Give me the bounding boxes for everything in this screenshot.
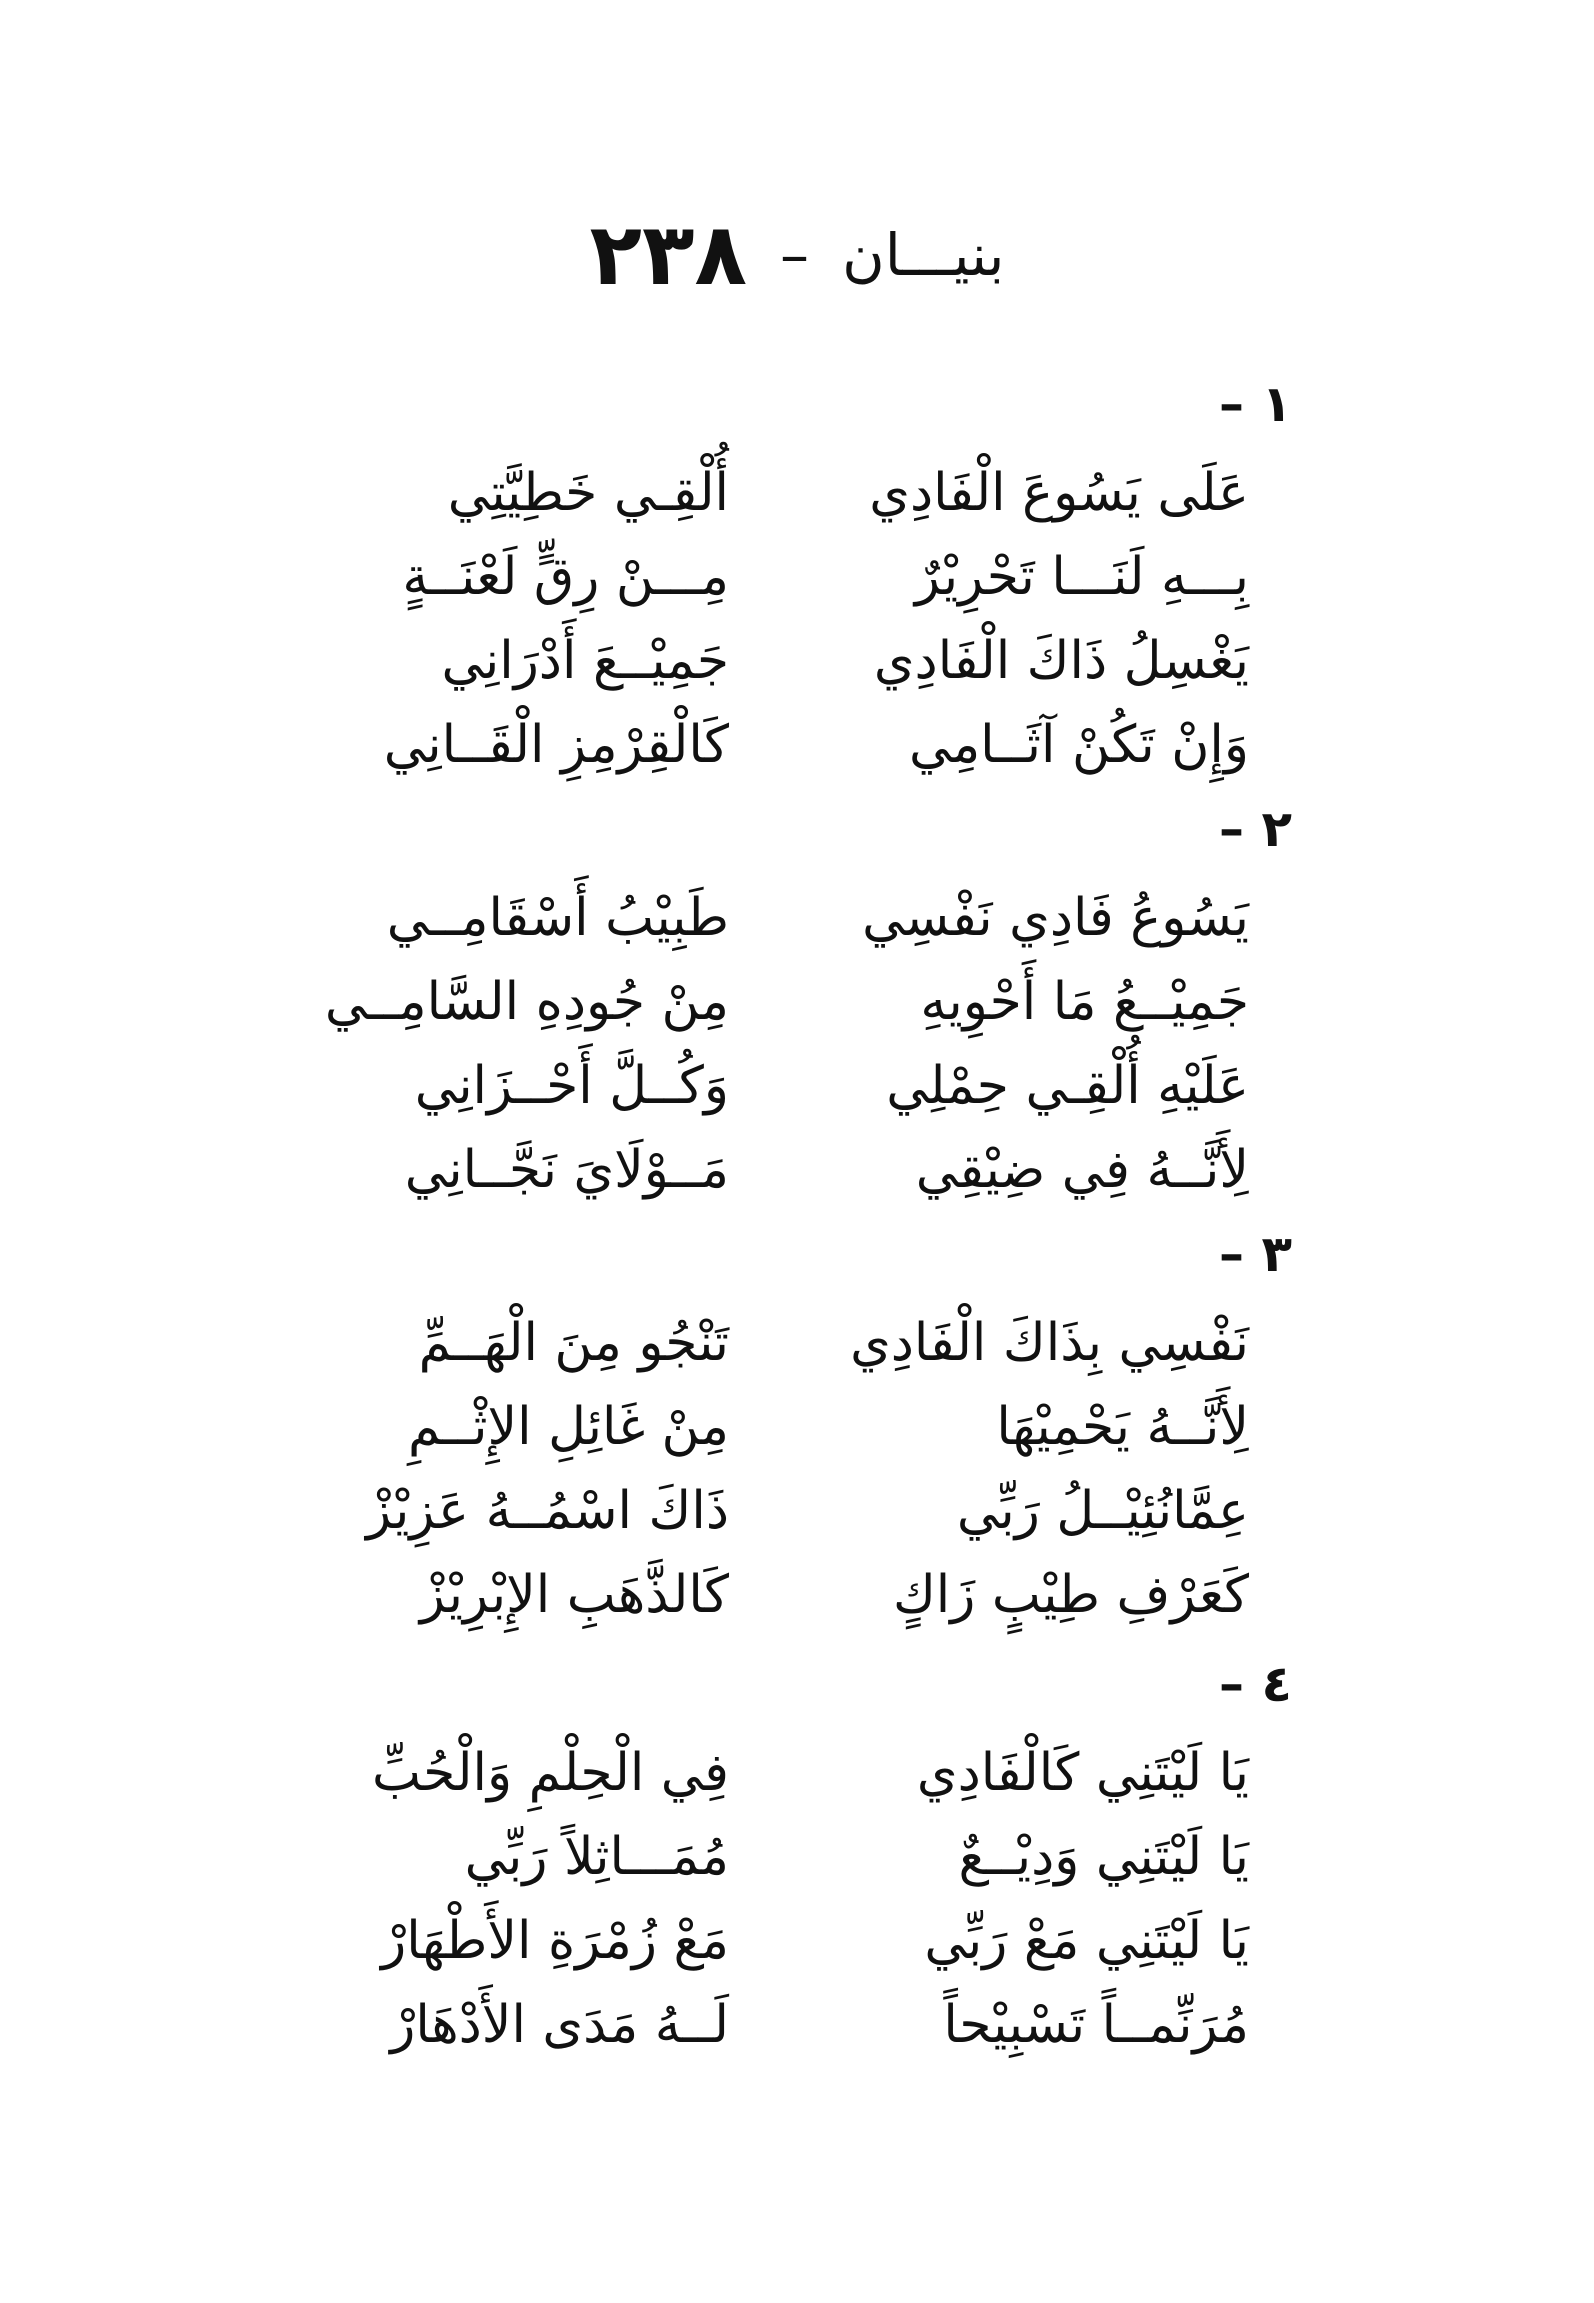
verse-line — [0, 621, 1594, 701]
hemistich-first: نَفْسِي بِذَاكَ الْفَادِي — [850, 1313, 1249, 1373]
hymn-number: ٢٣٨ — [589, 205, 747, 305]
verse-line — [0, 1471, 1594, 1551]
stanza-number: ١ – — [1219, 375, 1292, 433]
hemistich-second: مِـــنْ رِقٍّ لَعْنَــةٍ — [402, 547, 729, 607]
hemistich-second: مِنْ غَائِلِ الإِثْــمِ — [407, 1397, 729, 1457]
verse-line — [0, 1130, 1594, 1210]
hemistich-second: جَمِيْــعَ أَدْرَانِي — [441, 631, 729, 691]
hemistich-second: فِي الْحِلْمِ وَالْحُبِّ — [372, 1743, 729, 1803]
verse-line — [0, 1555, 1594, 1635]
verse-line — [0, 1387, 1594, 1467]
hemistich-first: بِـــهِ لَنَـــا تَحْرِيْرٌ — [914, 547, 1249, 607]
hemistich-second: مِنْ جُودِهِ السَّامِــي — [324, 972, 729, 1032]
hemistich-first: مُرَنِّمــاً تَسْبِيْحاً — [943, 1995, 1249, 2055]
hemistich-first: وَإِنْ تَكُنْ آثَــامِي — [908, 715, 1249, 775]
verse-line — [0, 878, 1594, 958]
hymn-header — [0, 205, 1594, 305]
hemistich-first: يَغْسِلُ ذَاكَ الْفَادِي — [873, 631, 1249, 691]
stanza-number: ٢ – — [1219, 800, 1292, 858]
hemistich-first: لِأَنَّــهُ يَحْمِيْهَا — [996, 1397, 1249, 1457]
hemistich-second: طَبِيْبُ أَسْقَامِــي — [386, 888, 729, 948]
hemistich-first: عِمَّانُئِيْــلُ رَبِّي — [956, 1481, 1249, 1541]
verse-line — [0, 453, 1594, 533]
hemistich-first: يَا لَيْتَنِي مَعْ رَبِّي — [924, 1911, 1249, 1971]
hemistich-second: أُلْقِـي خَطِيَّتِي — [447, 463, 729, 523]
hemistich-second: تَنْجُو مِنَ الْهَــمِّ — [418, 1313, 729, 1373]
hemistich-first: عَلَى يَسُوعَ الْفَادِي — [869, 463, 1249, 523]
verse-line — [0, 537, 1594, 617]
stanza-number: ٣ – — [1219, 1225, 1292, 1283]
hemistich-first: يَا لَيْتَنِي وَدِيْــعٌ — [958, 1827, 1249, 1887]
hemistich-first: عَلَيْهِ أُلْقِـي حِمْلِي — [886, 1056, 1249, 1116]
verse-line — [0, 962, 1594, 1042]
hymn-title: بنيـــان — [842, 221, 1005, 289]
title-dash: – — [780, 221, 810, 289]
hemistich-second: كَالذَّهَبِ الإِبْرِيْزْ — [419, 1565, 729, 1625]
hemistich-second: مَعْ زُمْرَةِ الأَطْهَارْ — [381, 1911, 729, 1971]
verse-line — [0, 1901, 1594, 1981]
verse-line — [0, 1046, 1594, 1126]
verse-line — [0, 1733, 1594, 1813]
hemistich-first: يَسُوعُ فَادِي نَفْسِي — [862, 888, 1249, 948]
hemistich-second: وَكُــلَّ أَحْــزَانِي — [414, 1056, 729, 1116]
verse-line — [0, 1985, 1594, 2065]
hemistich-second: لَــهُ مَدَى الأَدْهَارْ — [390, 1995, 729, 2055]
hemistich-second: مَــوْلَايَ نَجَّــانِي — [404, 1140, 729, 1200]
hemistich-first: يَا لَيْتَنِي كَالْفَادِي — [916, 1743, 1249, 1803]
hemistich-second: ذَاكَ اسْمُــهُ عَزِيْزْ — [366, 1481, 729, 1541]
stanza-number: ٤ – — [1219, 1655, 1292, 1713]
verse-line — [0, 1817, 1594, 1897]
hemistich-first: جَمِيْــعُ مَا أَحْوِيهِ — [920, 972, 1249, 1032]
hemistich-second: كَالْقِرْمِزِ الْقَــانِي — [383, 715, 729, 775]
hemistich-second: مُمَـــاثِلاً رَبِّي — [464, 1827, 729, 1887]
verse-line — [0, 1303, 1594, 1383]
hemistich-first: لِأَنَّــهُ فِي ضِيْقِي — [915, 1140, 1249, 1200]
verse-line — [0, 705, 1594, 785]
hemistich-first: كَعَرْفِ طِيْبٍ زَاكٍ — [892, 1565, 1249, 1625]
